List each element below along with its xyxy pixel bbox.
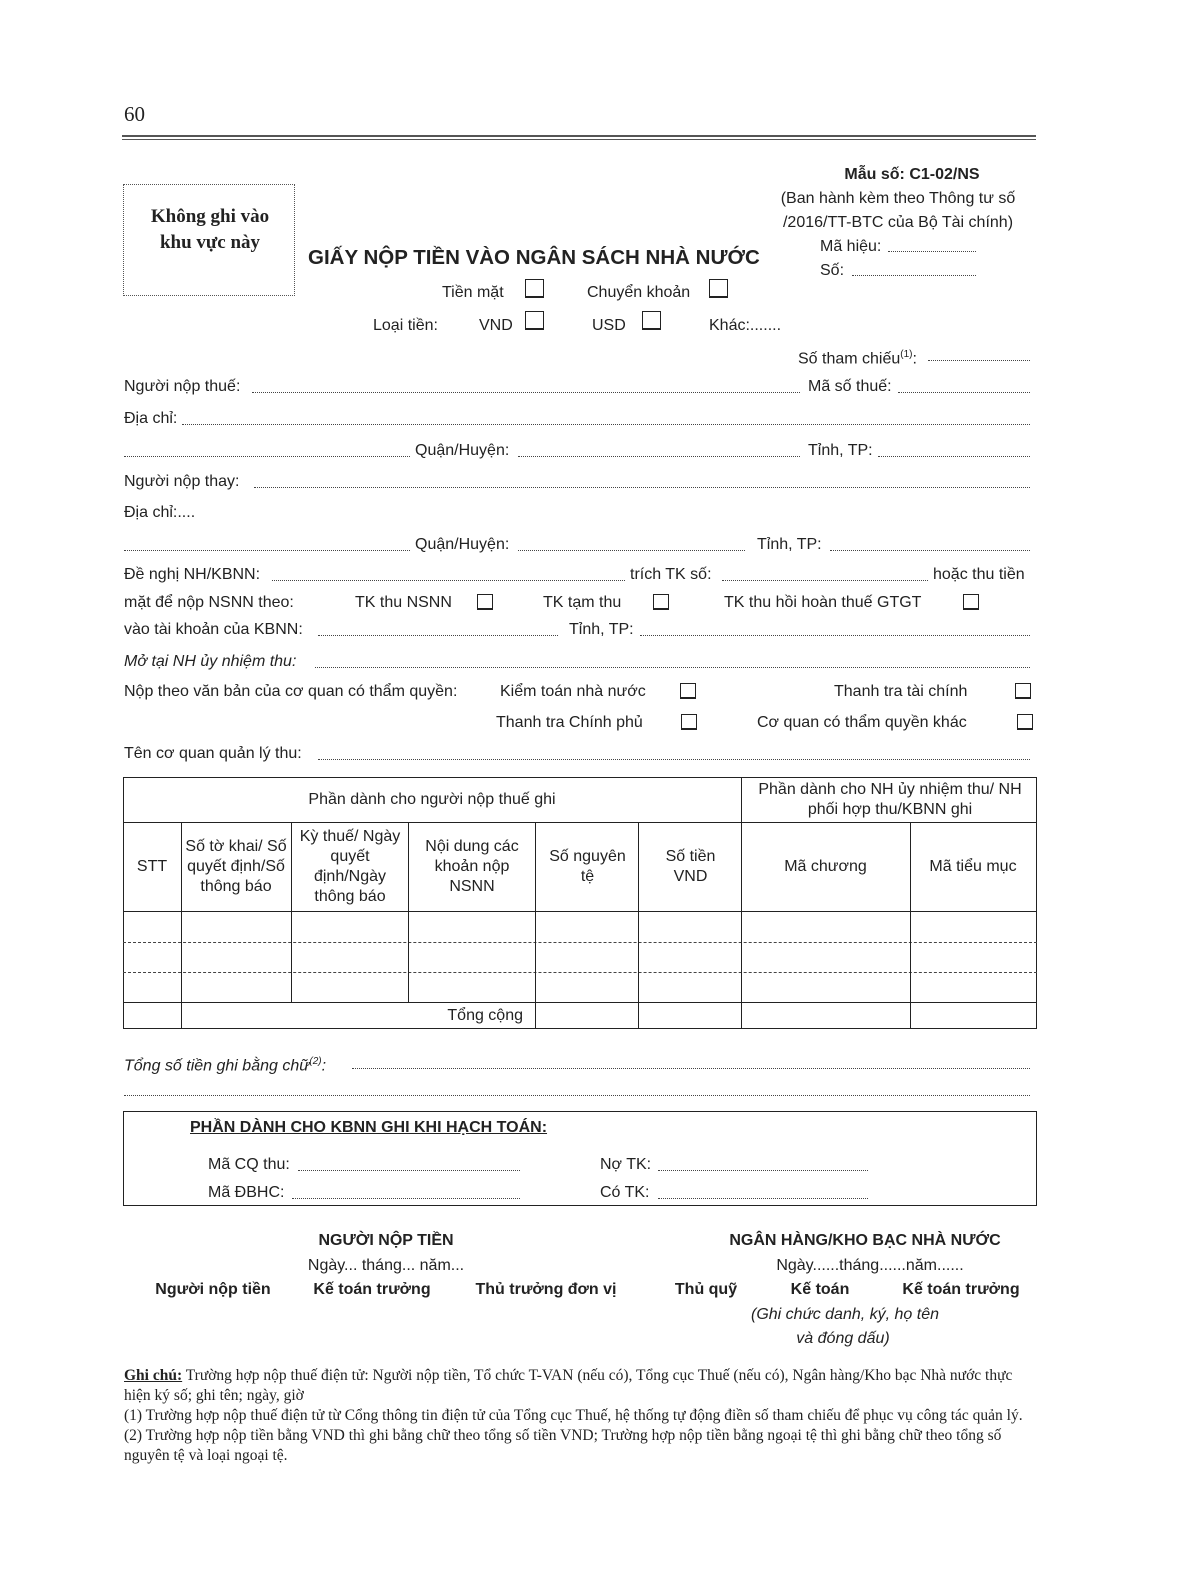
- address2-label[interactable]: Địa chỉ:....: [124, 504, 196, 521]
- admin-code-field[interactable]: [292, 1198, 520, 1199]
- kbnn-heading: PHẦN DÀNH CHO KBNN GHI KHI HẠCH TOÁN:: [190, 1119, 548, 1136]
- col-stt: STT: [136, 857, 168, 875]
- tax-code-field[interactable]: [898, 392, 1030, 393]
- finance-inspect-label: Thanh tra tài chính: [834, 683, 968, 700]
- tk-nsnn-checkbox[interactable]: [477, 594, 493, 610]
- payer-date: Ngày... tháng... năm...: [307, 1257, 465, 1274]
- other-authority-label: Cơ quan có thẩm quyền khác: [757, 714, 967, 731]
- note-main: Trường hợp nộp thuế điện tử: Người nộp tiền, Tổ chức T-VAN (nếu có), Tổng cục Thuế (nếu có), Ngân hàng/Kho bạc Nhà nước thực hiện ký số; ghi tên; ngày, giờ: [124, 1367, 1013, 1404]
- agency-code-label: Mã CQ thu:: [208, 1156, 290, 1173]
- vnd-label: VND: [479, 317, 513, 334]
- col-content: Nội dung các khoản nộp NSNN: [425, 837, 519, 895]
- address-field[interactable]: [182, 424, 1030, 425]
- no-write-box: [123, 184, 295, 296]
- tax-code-label: Mã số thuế:: [808, 378, 892, 395]
- table-line: [181, 822, 182, 1028]
- role-unit-head: Thủ trưởng đơn vị: [475, 1281, 617, 1298]
- tk-vat-refund-label: TK thu hồi hoàn thuế GTGT: [724, 594, 922, 611]
- no-write-line1: Không ghi vào: [150, 206, 270, 227]
- tk-nsnn-label: TK thu NSNN: [355, 594, 452, 611]
- transfer-checkbox[interactable]: [709, 279, 728, 298]
- no-write-line2: khu vực này: [159, 232, 261, 253]
- bank-date: Ngày......tháng......năm......: [776, 1257, 964, 1274]
- province3-label: Tỉnh, TP:: [569, 621, 634, 638]
- bank-note-1: (Ghi chức danh, ký, họ tên: [750, 1306, 940, 1323]
- province2-field[interactable]: [830, 550, 1030, 551]
- issued-by-1: (Ban hành kèm theo Thông tư số: [780, 190, 1016, 207]
- authority-doc-label: Nộp theo văn bản của cơ quan có thẩm quyền:: [124, 683, 458, 700]
- total-label: Tổng cộng: [447, 1007, 523, 1024]
- code-label: Mã hiệu:: [820, 238, 882, 255]
- vnd-checkbox[interactable]: [525, 311, 544, 330]
- role-chief-accountant: Kế toán trưởng: [313, 1281, 431, 1298]
- table-line: [123, 942, 1037, 943]
- code-field[interactable]: [888, 251, 976, 252]
- admin-code-label: Mã ĐBHC:: [208, 1184, 285, 1201]
- table-line: [123, 911, 1037, 912]
- payer-heading: NGƯỜI NỘP TIỀN: [318, 1232, 454, 1249]
- district2-label: Quận/Huyện:: [415, 536, 510, 553]
- issued-by-2: /2016/TT-BTC của Bộ Tài chính): [782, 214, 1014, 231]
- gov-inspect-label: Thanh tra Chính phủ: [496, 714, 643, 731]
- group-header-bank: Phần dành cho NH ủy nhiệm thu/ NH phối hợp thu/KBNN ghi: [758, 780, 1022, 818]
- group-header-payer: Phần dành cho người nộp thuế ghi: [308, 790, 556, 808]
- col-tax-period: Kỳ thuế/ Ngày quyết định/Ngày thông báo: [299, 827, 401, 905]
- request-field[interactable]: [272, 580, 625, 581]
- col-original-amount: Số nguyên tệ: [549, 847, 626, 885]
- cash-to-label: mặt để nộp NSNN theo:: [124, 594, 294, 611]
- amount-words-field[interactable]: [352, 1068, 1030, 1069]
- col-declaration-no: Số tờ khai/ Số quyết định/Số thông báo: [185, 837, 287, 895]
- opened-at-label: Mở tại NH ủy nhiệm thu:: [124, 653, 297, 670]
- kbnn-account-field[interactable]: [318, 635, 558, 636]
- district-field[interactable]: [518, 456, 800, 457]
- debit-account-label: trích TK số:: [630, 566, 712, 583]
- role-accountant: Kế toán: [790, 1281, 850, 1298]
- payer-on-behalf-field[interactable]: [254, 487, 1030, 488]
- number-label: Số:: [820, 262, 845, 279]
- province-label: Tỉnh, TP:: [808, 442, 873, 459]
- amount-words-field-2[interactable]: [124, 1095, 1030, 1096]
- district-label: Quận/Huyện:: [415, 442, 510, 459]
- usd-checkbox[interactable]: [642, 311, 661, 330]
- state-audit-checkbox[interactable]: [680, 683, 696, 699]
- table-line: [291, 822, 292, 1002]
- district2-field[interactable]: [518, 550, 745, 551]
- or-cash-label: hoặc thu tiền: [933, 566, 1025, 583]
- finance-inspect-checkbox[interactable]: [1015, 683, 1031, 699]
- credit-label: Có TK:: [600, 1184, 650, 1201]
- state-audit-label: Kiểm toán nhà nước: [500, 683, 646, 700]
- notes: [124, 1366, 1039, 1466]
- table-line: [123, 972, 1037, 973]
- credit-field[interactable]: [658, 1198, 868, 1199]
- tk-vat-refund-checkbox[interactable]: [963, 594, 979, 610]
- cash-label: Tiền mặt: [442, 284, 504, 301]
- agency-code-field[interactable]: [298, 1170, 520, 1171]
- tax-authority-field[interactable]: [318, 759, 1030, 760]
- role-bank-chief-accountant: Kế toán trưởng: [902, 1281, 1020, 1298]
- table-line: [638, 822, 639, 1028]
- taxpayer-label: Người nộp thuế:: [124, 378, 241, 395]
- table-line: [535, 822, 536, 1028]
- kbnn-account-label: vào tài khoản của KBNN:: [124, 621, 303, 638]
- province3-field[interactable]: [640, 635, 1030, 636]
- number-field[interactable]: [852, 275, 976, 276]
- address-cont-field[interactable]: [124, 456, 410, 457]
- currency-label: Loại tiền:: [373, 317, 438, 334]
- tk-temp-label: TK tạm thu: [543, 594, 622, 611]
- taxpayer-field[interactable]: [252, 392, 800, 393]
- other-authority-checkbox[interactable]: [1017, 714, 1033, 730]
- table-line: [123, 1002, 1037, 1003]
- col-vnd-amount: Số tiền VND: [665, 847, 716, 885]
- usd-label: USD: [592, 317, 626, 334]
- other-currency[interactable]: Khác:.......: [709, 317, 782, 334]
- tk-temp-checkbox[interactable]: [653, 594, 669, 610]
- notes-label: Ghi chú:: [124, 1367, 183, 1384]
- note-2: (2) Trường hợp nộp tiền bằng VND thì ghi bằng chữ theo tổng số tiền VND; Trường hợp nộp tiền bằng ngoại tệ thì ghi bằng chữ theo tổng số nguyên tệ và loại ngoại tệ.: [124, 1427, 1002, 1464]
- opened-at-field[interactable]: [315, 667, 1030, 668]
- table-line: [408, 822, 409, 1002]
- bank-heading: NGÂN HÀNG/KHO BẠC NHÀ NƯỚC: [729, 1232, 1001, 1249]
- role-cashier: Thủ quỹ: [674, 1281, 738, 1298]
- debit-account-field[interactable]: [722, 580, 928, 581]
- request-label: Đề nghị NH/KBNN:: [124, 566, 261, 583]
- col-chapter-code: Mã chương: [784, 857, 867, 875]
- gov-inspect-checkbox[interactable]: [681, 714, 697, 730]
- transfer-label: Chuyển khoản: [587, 284, 691, 301]
- payer-on-behalf-label: Người nộp thay:: [124, 473, 240, 490]
- tax-authority-label: Tên cơ quan quản lý thu:: [124, 745, 302, 762]
- page-number: 60: [124, 102, 145, 126]
- col-subsection-code: Mã tiểu mục: [929, 857, 1017, 875]
- debit-field[interactable]: [658, 1170, 868, 1171]
- role-payer: Người nộp tiền: [155, 1281, 271, 1298]
- province2-label: Tỉnh, TP:: [757, 536, 822, 553]
- debit-label: Nợ TK:: [600, 1156, 652, 1173]
- address-label: Địa chỉ:: [124, 410, 178, 427]
- province-field[interactable]: [878, 456, 1030, 457]
- header-rule: [122, 135, 1036, 140]
- bank-note-2: và đóng dấu): [796, 1330, 890, 1347]
- cash-checkbox[interactable]: [525, 279, 544, 298]
- amount-words-label: Tổng số tiền ghi bằng chữ$^{(2)}$:: [124, 1056, 327, 1075]
- reference-label: Số tham chiếu$^{(1)}$:: [798, 349, 917, 368]
- reference-field[interactable]: [928, 360, 1030, 361]
- address2-cont-field[interactable]: [124, 550, 410, 551]
- note-1: (1) Trường hợp nộp thuế điện tử từ Cổng thông tin điện tử của Tổng cục Thuế, hệ thống tự động điền số tham chiếu để phục vụ công tác quản lý.: [124, 1407, 1023, 1424]
- form-title: GIẤY NỘP TIỀN VÀO NGÂN SÁCH NHÀ NƯỚC: [308, 246, 760, 269]
- form-code: Mẫu số: C1-02/NS: [844, 166, 980, 183]
